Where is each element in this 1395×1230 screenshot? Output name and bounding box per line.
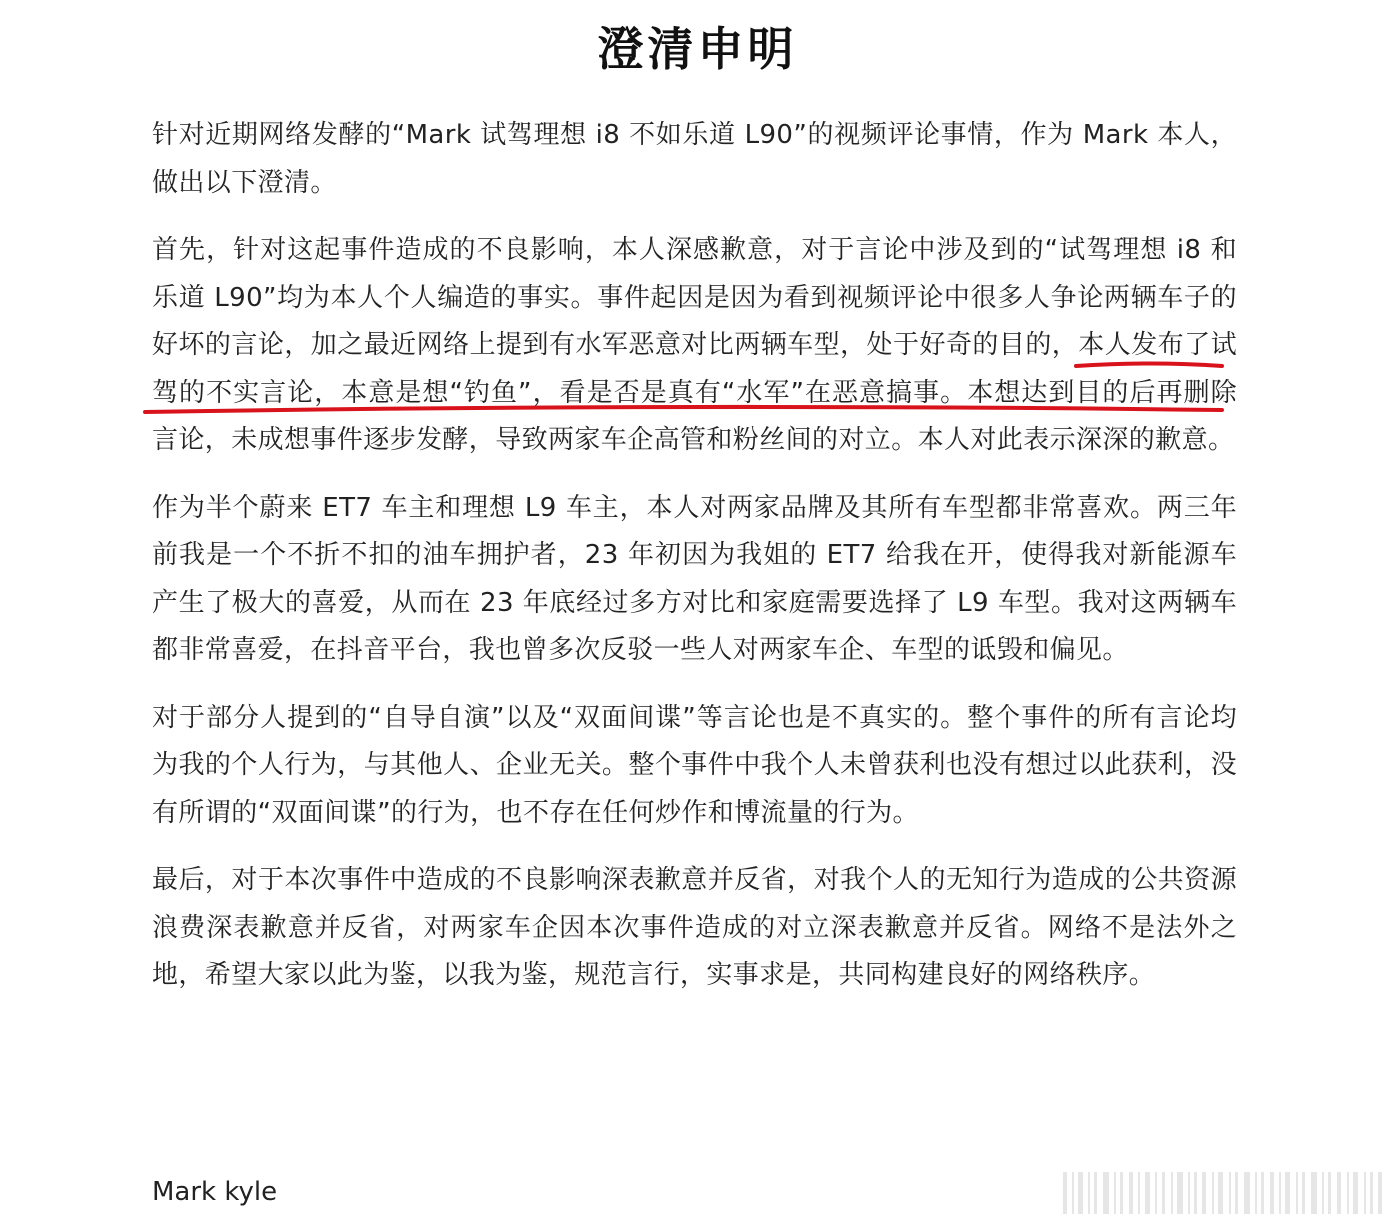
page-title: 澄清申明 (597, 22, 798, 76)
paragraph-denial: 对于部分人提到的“自导自演”以及“双面间谍”等言论也是不真实的。整个事件的所有言论均为我的个人行为，与其他人、企业无关。整个事件中我个人未曾获利也没有想过以此获利，没有所谓的“双面间谍”的行为，也不存在任何炒作和博流量的行为。 (152, 702, 1237, 828)
signature: Mark kyle (152, 1177, 278, 1207)
statement-body (152, 112, 1237, 1020)
paragraph-intro: 针对近期网络发酵的“Mark 试驾理想 i8 不如乐道 L90”的视频评论事情，作为 Mark 本人，做出以下澄清。 (152, 120, 1237, 198)
barcode-watermark-icon (1063, 1168, 1383, 1216)
paragraph-conclusion: 最后，对于本次事件中造成的不良影响深表歉意并反省，对我个人的无知行为造成的公共资源浪费深表歉意并反省，对两家车企因本次事件造成的对立深表歉意并反省。网络不是法外之地，希望大家以此为鉴，以我为鉴，规范言行，实事求是，共同构建良好的网络秩序。 (152, 865, 1237, 990)
paragraph-ownership: 作为半个蔚来 ET7 车主和理想 L9 车主，本人对两家品牌及其所有车型都非常喜欢。两三年前我是一个不折不扣的油车拥护者，23 年初因为我姐的 ET7 给我在开，使得我对新能源车产生了极大的喜爱，从而在 23 年底经过多方对比和家庭需要选择了 L9 车型。我对这两辆车都非常喜爱，在抖音平台，我也曾多次反驳一些人对两家车企、车型的诋毁和偏见。 (152, 492, 1237, 665)
paragraph-apology: 首先，针对这起事件造成的不良影响，本人深感歉意，对于言论中涉及到的“试驾理想 i8 和乐道 L90”均为本人个人编造的事实。事件起因是因为看到视频评论中很多人争论两辆车子的好坏的言论，加之最近网络上提到有水军恶意对比两辆车型，处于好奇的目的，本人发布了试驾的不实言论，本意是想“钓鱼”，看是否是真有“水军”在恶意搞事。本想达到目的后再删除言论，未成想事件逐步发酵，导致两家车企高管和粉丝间的对立。本人对此表示深深的歉意。 (152, 235, 1237, 455)
